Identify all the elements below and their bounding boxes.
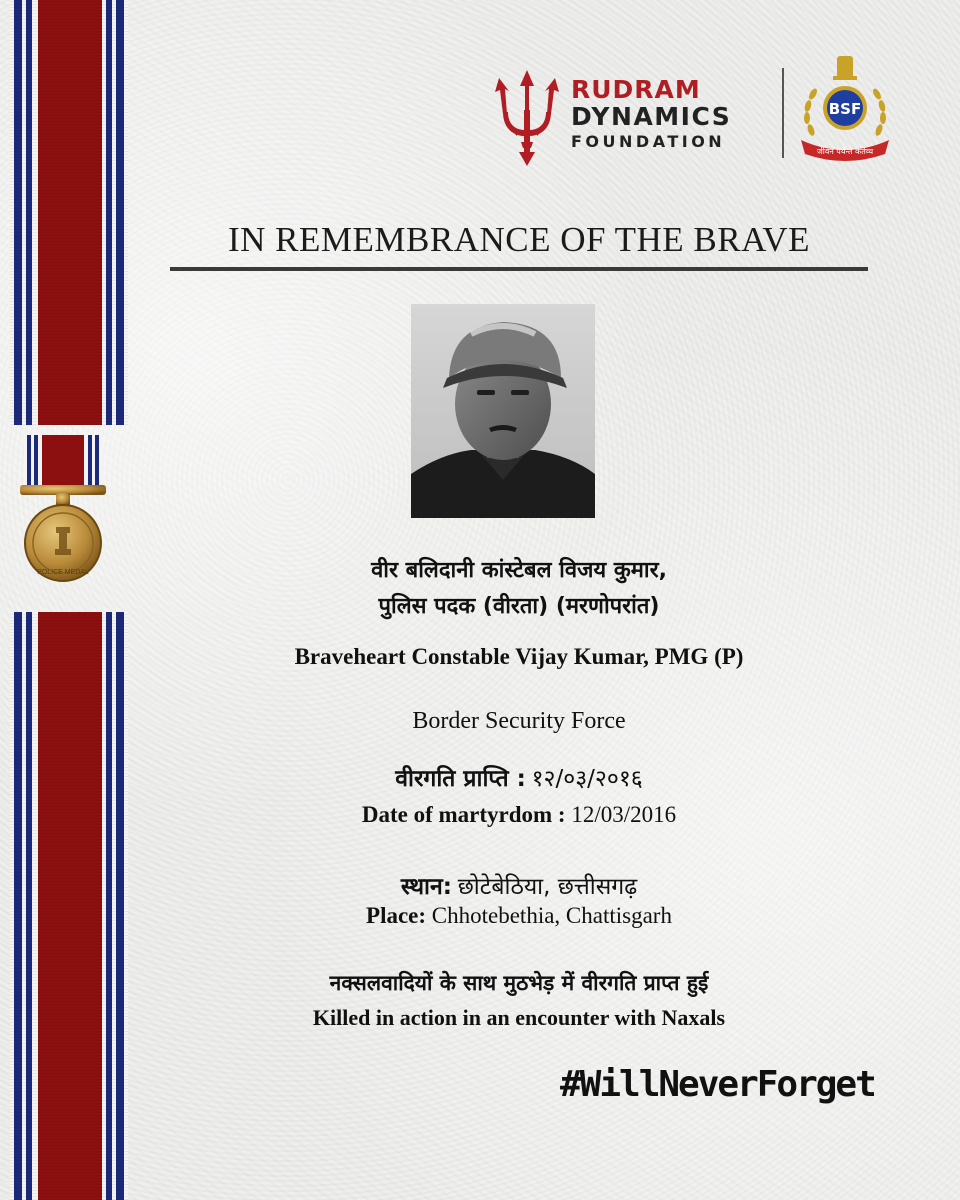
medal-ribbon-bottom bbox=[10, 612, 128, 1200]
wordmark-line-dynamics: DYNAMICS bbox=[571, 102, 732, 131]
force-name: Border Security Force bbox=[412, 708, 626, 734]
trident-logo-icon bbox=[495, 70, 559, 166]
hindi-place-label: स्थान: bbox=[400, 874, 452, 900]
hindi-kia-statement: नक्सलवादियों के साथ मुठभेड़ में वीरगति प्राप्त हुई bbox=[329, 971, 709, 995]
rudram-dynamics-wordmark bbox=[571, 76, 731, 154]
hashtag: #WillNeverForget bbox=[560, 1064, 875, 1105]
place-value: Chhotebethia, Chattisgarh bbox=[431, 903, 672, 928]
place-row bbox=[170, 901, 868, 931]
hindi-name-line1: वीर बलिदानी कांस्टेबल विजय कुमार, bbox=[371, 558, 667, 583]
bsf-emblem-text: BSF bbox=[828, 100, 862, 118]
hindi-name-block bbox=[170, 553, 868, 625]
place-label: Place: bbox=[366, 903, 427, 928]
wordmark-line-foundation: FOUNDATION bbox=[571, 132, 726, 151]
hindi-place-value: छोटेबेठिया, छत्तीसगढ़ bbox=[457, 874, 638, 900]
wordmark-line-rudram: RUDRAM bbox=[571, 75, 701, 104]
page-title: IN REMEMBRANCE OF THE BRAVE bbox=[228, 220, 810, 259]
medal-ribbon-top bbox=[10, 0, 128, 425]
medal-inscription: POLICE MEDAL bbox=[37, 569, 89, 576]
bsf-emblem-icon bbox=[793, 50, 897, 166]
title-divider bbox=[170, 267, 868, 271]
title-section bbox=[170, 220, 868, 260]
hindi-date-row bbox=[170, 764, 868, 794]
header-logos bbox=[495, 68, 905, 178]
date-value: 12/03/2016 bbox=[571, 802, 677, 827]
police-medal-icon bbox=[18, 435, 108, 585]
hindi-name-line2: पुलिस पदक (वीरता) (मरणोपरांत) bbox=[378, 594, 660, 619]
date-row bbox=[170, 800, 868, 830]
english-kia-statement: Killed in action in an encounter with Naxals bbox=[312, 1005, 726, 1030]
hindi-date-label: वीरगति प्राप्ति : bbox=[395, 766, 526, 792]
logo-divider bbox=[782, 68, 784, 158]
hindi-date-value: १२/०३/२०१६ bbox=[531, 766, 643, 792]
bsf-motto: जीवन पर्यन्त कर्तव्य bbox=[816, 147, 874, 156]
english-name: Braveheart Constable Vijay Kumar, PMG (P) bbox=[294, 644, 744, 669]
date-label: Date of martyrdom : bbox=[361, 802, 566, 827]
hindi-place-row bbox=[170, 872, 868, 902]
soldier-portrait bbox=[411, 304, 595, 518]
